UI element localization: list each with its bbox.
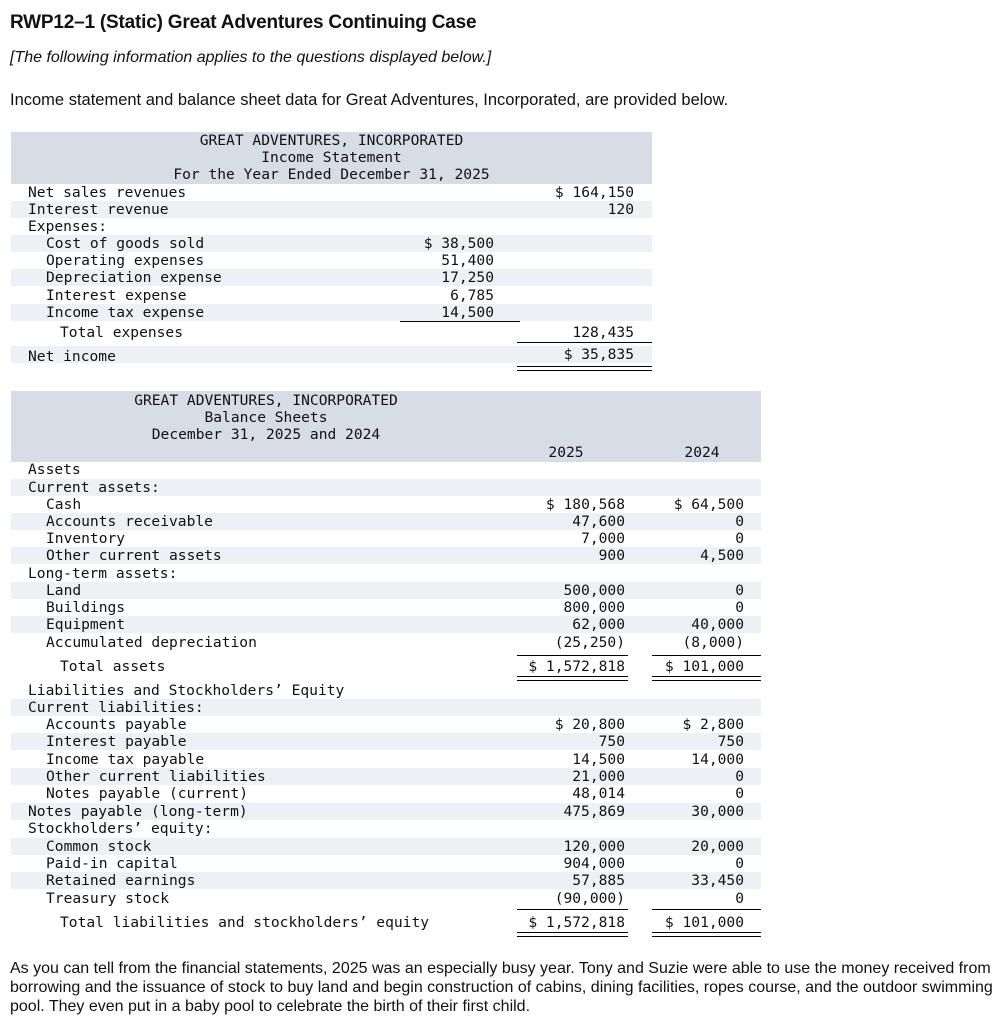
balance-value-2025: $ 20,800	[554, 716, 625, 733]
balance-row-label: Current assets:	[28, 479, 160, 496]
expense-label: Income tax expense	[46, 304, 205, 321]
balance-value-2024: 33,450	[691, 872, 744, 889]
balance-row-label: Total assets	[60, 658, 166, 675]
income-row-value: $ 164,150	[554, 184, 634, 201]
balance-row-label: Cash	[46, 496, 82, 513]
balance-value-2024: 14,000	[691, 751, 744, 768]
balance-company-name: GREAT ADVENTURES, INCORPORATED	[134, 392, 398, 409]
balance-value-2024: 750	[717, 733, 744, 750]
expense-value: 17,250	[441, 269, 494, 286]
income-row-label: Interest revenue	[28, 201, 169, 218]
closing-paragraph: As you can tell from the financial statements, 2025 was an especially busy year. Tony and Suzie were able to use the money received from borrowing and the issuance of stock to buy land and begin construction of cabins, dining facilities, ropes course, and the outdoor swimming pool. They even put in a baby pool to celebrate the birth of their first child.	[10, 960, 993, 1015]
balance-row-label: Equipment	[46, 616, 126, 633]
balance-row-label: Other current assets	[46, 547, 222, 564]
balance-value-2024	[600, 565, 744, 582]
balance-value-2024: 0	[735, 768, 744, 785]
balance-value-2025: 500,000	[563, 582, 625, 599]
balance-value-2025: 21,000	[572, 768, 625, 785]
expense-value: 51,400	[441, 252, 494, 269]
balance-row-label: Interest payable	[46, 733, 187, 750]
balance-value-2025: 800,000	[563, 599, 625, 616]
balance-value-2025: 900	[598, 547, 625, 564]
balance-row-label: Total liabilities and stockholders’ equity	[60, 914, 430, 931]
expense-label: Depreciation expense	[46, 269, 222, 286]
income-company-name: GREAT ADVENTURES, INCORPORATED	[199, 132, 464, 149]
balance-value-2024: 0	[735, 855, 744, 872]
balance-value-2025: $ 1,572,818	[528, 658, 625, 675]
income-statement-name: Income Statement	[261, 149, 402, 166]
balance-value-2025: (90,000)	[554, 890, 625, 907]
balance-value-2025: 120,000	[563, 838, 625, 855]
intro-text: Income statement and balance sheet data for Great Adventures, Incorporated, are provided below.	[10, 91, 729, 109]
balance-value-2025: 14,500	[572, 751, 625, 768]
balance-value-2025: 7,000	[581, 530, 625, 547]
balance-value-2024	[600, 682, 744, 699]
balance-value-2024	[600, 699, 744, 716]
balance-value-2024: 0	[735, 785, 744, 802]
balance-row-label: Buildings	[46, 599, 126, 616]
balance-row-label: Stockholders’ equity:	[28, 820, 213, 837]
balance-value-2024	[600, 820, 744, 837]
balance-value-2025: $ 180,568	[545, 496, 625, 513]
expense-label: Interest expense	[46, 287, 187, 304]
expense-value: $ 38,500	[423, 235, 494, 252]
column-header-2025: 2025	[548, 444, 584, 461]
income-period: For the Year Ended December 31, 2025	[173, 166, 490, 183]
balance-value-2024: $ 101,000	[664, 658, 744, 675]
balance-row-label: Accumulated depreciation	[46, 634, 257, 651]
balance-row-label: Liabilities and Stockholders’ Equity	[28, 682, 345, 699]
expense-value: 14,500	[441, 304, 494, 321]
balance-value-2025: 475,869	[563, 803, 625, 820]
balance-row-label: Common stock	[46, 838, 152, 855]
expense-label: Cost of goods sold	[46, 235, 205, 252]
balance-value-2024: $ 2,800	[682, 716, 744, 733]
balance-value-2025: 62,000	[572, 616, 625, 633]
balance-row-label: Inventory	[46, 530, 126, 547]
balance-value-2024: 4,500	[700, 547, 744, 564]
total-expenses-value: 128,435	[572, 324, 634, 341]
balance-row-label: Accounts receivable	[46, 513, 213, 530]
column-header-2024: 2024	[684, 444, 720, 461]
net-income-label: Net income	[28, 348, 116, 365]
balance-value-2024: 40,000	[691, 616, 744, 633]
expense-label: Operating expenses	[46, 252, 205, 269]
balance-value-2024: (8,000)	[682, 634, 744, 651]
balance-value-2025: $ 1,572,818	[528, 914, 625, 931]
income-row-label: Net sales revenues	[28, 184, 187, 201]
balance-row-label: Treasury stock	[46, 890, 170, 907]
balance-value-2025: 47,600	[572, 513, 625, 530]
balance-row-label: Long-term assets:	[28, 565, 178, 582]
balance-value-2024: 0	[735, 582, 744, 599]
expenses-heading: Expenses:	[28, 218, 108, 235]
balance-value-2025: 750	[598, 733, 625, 750]
balance-value-2024: $ 101,000	[664, 914, 744, 931]
balance-value-2025: (25,250)	[554, 634, 625, 651]
balance-row-label: Paid-in capital	[46, 855, 178, 872]
balance-value-2025: 48,014	[572, 785, 625, 802]
income-row-value: 120	[607, 201, 634, 218]
balance-row-label: Notes payable (current)	[46, 785, 249, 802]
balance-value-2024: 0	[735, 530, 744, 547]
balance-value-2024: 0	[735, 599, 744, 616]
balance-value-2024: 30,000	[691, 803, 744, 820]
balance-value-2024: 0	[735, 890, 744, 907]
balance-row-label: Income tax payable	[46, 751, 205, 768]
total-expenses-label: Total expenses	[60, 324, 184, 341]
balance-period: December 31, 2025 and 2024	[151, 426, 381, 443]
balance-value-2024: 0	[735, 513, 744, 530]
balance-value-2024: $ 64,500	[673, 496, 744, 513]
balance-row-label: Notes payable (long-term)	[28, 803, 248, 820]
balance-row-label: Other current liabilities	[46, 768, 266, 785]
balance-row-label: Current liabilities:	[28, 699, 204, 716]
expense-value: 6,785	[450, 287, 494, 304]
balance-value-2025: 904,000	[563, 855, 625, 872]
balance-row-label: Accounts payable	[46, 716, 187, 733]
balance-row-label: Retained earnings	[46, 872, 196, 889]
net-income-value: $ 35,835	[563, 346, 634, 363]
balance-value-2024	[600, 461, 744, 478]
instructions-note: [The following information applies to the questions displayed below.]	[10, 49, 492, 66]
balance-row-label: Land	[46, 582, 82, 599]
page-title: RWP12–1 (Static) Great Adventures Continuing Case	[10, 12, 477, 33]
balance-value-2024: 20,000	[691, 838, 744, 855]
balance-value-2024	[600, 479, 744, 496]
balance-value-2025: 57,885	[572, 872, 625, 889]
balance-statement-name: Balance Sheets	[204, 409, 328, 426]
balance-row-label: Assets	[28, 461, 81, 478]
